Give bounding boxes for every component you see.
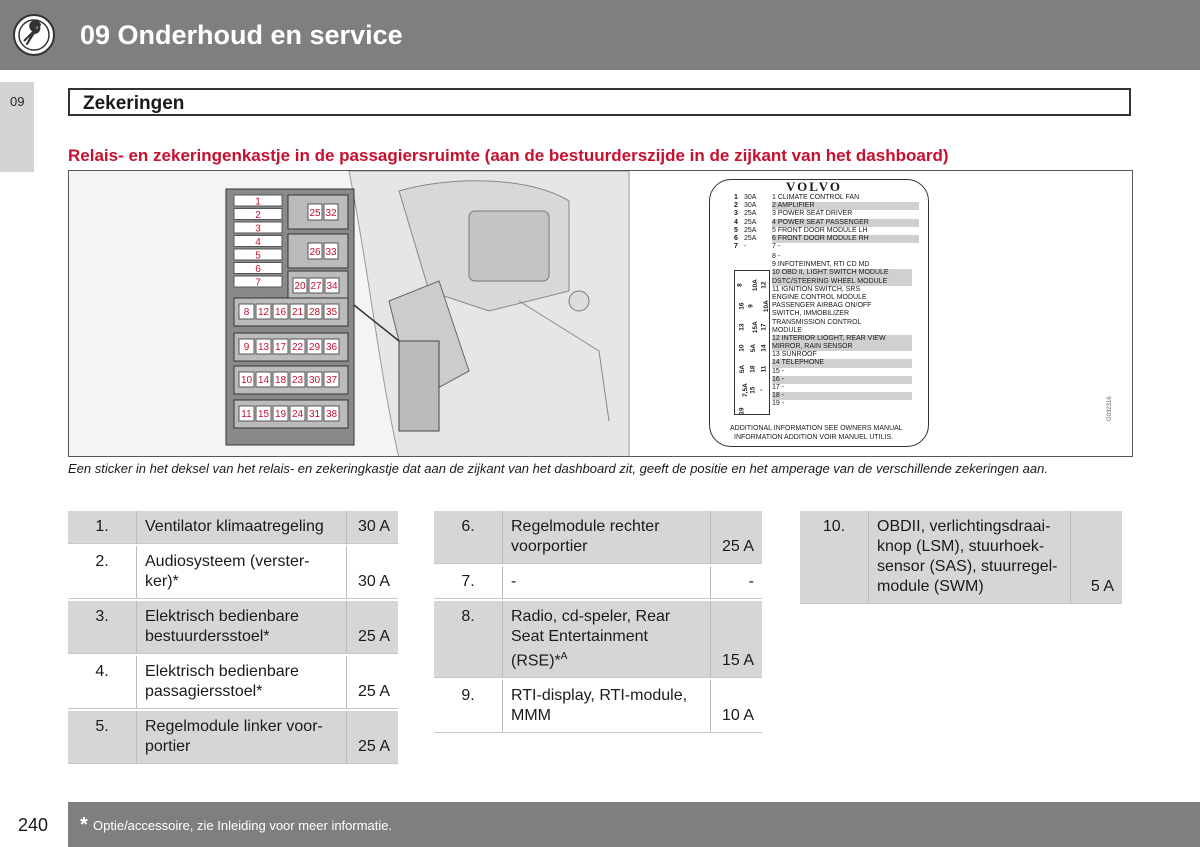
sticker-grid-cell: 8 xyxy=(736,283,744,287)
sticker-line: 17 - xyxy=(772,384,785,391)
fuse-description: Regelmodule linker voor-portier xyxy=(136,711,346,764)
sticker-grid-cell: 15A xyxy=(751,321,759,334)
sticker-fuse-amp: 30A xyxy=(744,202,757,210)
sticker-grid-cell: 7,5A xyxy=(741,383,749,397)
fuse-description: Ventilator klimaatregeling xyxy=(136,511,346,544)
fuse-amperage: 15 A xyxy=(710,601,762,678)
sticker-line: 12 INTERIOR LIOGHT, REAR VIEW xyxy=(772,335,912,343)
sticker-line: 19 - xyxy=(772,400,785,408)
footnote-marker: A xyxy=(560,651,568,662)
fuse-label: 7 xyxy=(255,277,261,289)
sticker-footer-2: INFORMATION ADDITION VOIR MANUEL UTILIS. xyxy=(734,434,894,441)
fuse-label: 22 xyxy=(291,342,304,353)
sticker-fuse-amp: 25A xyxy=(744,218,757,226)
table-row xyxy=(68,546,398,599)
fuse-number: 5. xyxy=(68,711,136,764)
fuse-box-diagram xyxy=(69,171,1133,457)
sticker-grid xyxy=(734,270,770,415)
sticker-fuse-text: 7 - xyxy=(772,243,781,251)
fuse-label: 23 xyxy=(291,375,304,386)
sticker-grid-cell: 14 xyxy=(760,344,768,352)
sticker-grid-cell: 16 xyxy=(738,302,746,310)
fuse-amperage: 25 A xyxy=(346,711,398,764)
table-row xyxy=(68,656,398,709)
sticker-grid-cell: - xyxy=(757,389,765,392)
fuse-label: 15 xyxy=(257,409,270,420)
section-heading-box xyxy=(68,88,1131,116)
section-title: Zekeringen xyxy=(83,93,185,114)
fuse-description: Elektrisch bedienbare passagiersstoel* xyxy=(136,656,346,709)
fuse-label: 16 xyxy=(274,307,287,318)
sticker-grid-cell: 19 xyxy=(738,407,746,415)
sticker-fuse-number: 2 xyxy=(734,202,738,210)
sticker-line: PASSENGER AIRBAG ON/OFF xyxy=(772,302,872,310)
page-header xyxy=(0,0,1200,70)
fuse-label: 8 xyxy=(243,307,250,318)
fuse-description: Regelmodule rechter voorportier xyxy=(502,511,710,564)
fuse-label: 21 xyxy=(291,307,304,318)
sticker-fuse-amp: 25A xyxy=(744,210,757,218)
fuse-table-3 xyxy=(800,509,1122,606)
sticker-fuse-number: 4 xyxy=(734,218,738,226)
sticker-line: 16 - xyxy=(772,376,912,384)
sticker-line: MODULE xyxy=(772,326,802,334)
sticker-row xyxy=(734,194,919,202)
fuse-amperage: - xyxy=(710,566,762,599)
fuse-amperage: 25 A xyxy=(346,601,398,654)
table-row xyxy=(68,711,398,764)
fuse-number: 7. xyxy=(434,566,502,599)
fuse-label: 24 xyxy=(291,409,304,420)
fuse-table-1 xyxy=(68,509,398,766)
fuse-table-2 xyxy=(434,509,762,735)
sticker-row xyxy=(734,219,919,227)
sticker-line: 10 OBD II, LIGHT SWITCH MODULE xyxy=(772,269,912,277)
chapter-number: 09 xyxy=(10,94,25,109)
fuse-description: - xyxy=(502,566,710,599)
sticker-fuse-text: 3 POWER SEAT DRIVER xyxy=(772,210,853,218)
table-row xyxy=(434,511,762,564)
sticker-fuse-number: 5 xyxy=(734,226,738,234)
sticker-fuse-number: 1 xyxy=(734,194,738,201)
table-row xyxy=(434,680,762,733)
sticker-grid-cell: 10A xyxy=(762,300,770,313)
fuse-amperage: 10 A xyxy=(710,680,762,733)
fuse-amperage: 5 A xyxy=(1070,511,1122,604)
sticker-fuse-text: 4 POWER SEAT PASSENGER xyxy=(772,219,919,227)
sticker-line: DSTC/STEERING WHEEL MODULE xyxy=(772,278,912,286)
sticker-grid-cell: 15 xyxy=(749,386,757,394)
sticker-lines xyxy=(772,253,912,409)
fuse-description: OBDII, verlichtingsdraai-knop (LSM), stuurhoek-sensor (SAS), stuurregel-module (SWM) xyxy=(868,511,1070,604)
fuse-label: 4 xyxy=(255,237,261,248)
sticker-grid-cell: 5A xyxy=(739,364,747,374)
fuse-label: 34 xyxy=(326,281,338,292)
table-row xyxy=(800,511,1122,604)
sticker-fuse-number: 7 xyxy=(734,243,738,251)
sticker-line: 15 - xyxy=(772,367,785,375)
sticker-row xyxy=(734,227,919,235)
fuse-description: Audiosysteem (verster-ker)* xyxy=(136,546,346,599)
fuse-label: 26 xyxy=(309,247,321,258)
fuse-label: 13 xyxy=(257,342,270,353)
sticker-line: 11 IGNITION SWITCH, SRS xyxy=(772,285,861,293)
sticker-fuse-amp: 25A xyxy=(744,226,757,234)
table-row xyxy=(68,601,398,654)
fuse-label: 19 xyxy=(274,409,287,420)
sticker-grid-cell: 13 xyxy=(738,323,746,331)
fuse-label: 17 xyxy=(274,342,287,353)
sticker-footer-1: ADDITIONAL INFORMATION SEE OWNERS MANUAL xyxy=(730,425,903,432)
figure-caption: Een sticker in het deksel van het relais- en zekeringkastje dat aan de zijkant van het dashboard zit, geeft de positie en het amperage van de verschillende zekeringen aan. xyxy=(68,461,1048,476)
sticker-fuse-amp: 30A xyxy=(744,194,757,201)
sticker-row xyxy=(734,235,919,243)
fuse-label: 30 xyxy=(308,375,321,386)
chapter-title: 09 Onderhoud en service xyxy=(80,20,403,50)
sticker-rows xyxy=(734,194,919,251)
sticker-row xyxy=(734,202,919,210)
fuse-label: 3 xyxy=(255,223,261,235)
fuse-description: Elektrisch bedienbare bestuurdersstoel* xyxy=(136,601,346,654)
sticker-line: 8 - xyxy=(772,253,781,260)
fuse-number: 3. xyxy=(68,601,136,654)
fuse-amperage: 30 A xyxy=(346,511,398,544)
sticker-line: 9 INFOTEINMENT, RTI CD MD xyxy=(772,261,870,269)
sticker-fuse-text: 2 AMPLIFIER xyxy=(772,202,919,210)
fuse-label: 35 xyxy=(325,307,338,318)
fuse-label: 5 xyxy=(255,250,261,262)
sticker-grid-cell: 5A xyxy=(750,343,758,353)
fuse-label: 27 xyxy=(310,281,322,292)
sticker-fuse-number: 6 xyxy=(734,234,738,242)
fuse-label: 12 xyxy=(257,307,270,318)
sticker-fuse-number: 3 xyxy=(734,210,738,218)
fuse-number: 4. xyxy=(68,656,136,709)
sticker-grid-cell: 9 xyxy=(747,304,755,308)
fuse-label: 20 xyxy=(294,281,306,292)
fuse-label: 6 xyxy=(255,264,261,275)
fuse-label: 11 xyxy=(241,409,252,420)
fuse-number: 8. xyxy=(434,601,502,678)
fuse-number: 2. xyxy=(68,546,136,599)
fuse-amperage: 25 A xyxy=(710,511,762,564)
table-row xyxy=(68,511,398,544)
wrench-icon xyxy=(12,13,56,57)
fuse-amperage: 25 A xyxy=(346,656,398,709)
fuse-label: 18 xyxy=(274,375,287,386)
page-number: 240 xyxy=(18,815,49,835)
fuse-label: 31 xyxy=(308,409,321,420)
fuse-label: 2 xyxy=(255,210,261,221)
footer-star: * xyxy=(80,814,88,836)
sticker-line: MIRROR, RAIN SENSOR xyxy=(772,343,912,351)
sticker-fuse-text: 6 FRONT DOOR MODULE RH xyxy=(772,235,919,243)
fuse-label: 29 xyxy=(308,342,321,353)
table-row xyxy=(434,601,762,678)
footer-note: Optie/accessoire, zie Inleiding voor meer informatie. xyxy=(93,818,393,833)
sticker-grid-cell: 12 xyxy=(760,281,768,289)
fuse-label: 36 xyxy=(325,342,338,353)
sticker-grid-cell: 18 xyxy=(749,365,757,373)
sticker-row xyxy=(734,243,919,251)
fuse-description: RTI-display, RTI-module, MMM xyxy=(502,680,710,733)
fuse-number: 1. xyxy=(68,511,136,544)
sticker-fuse-amp: 25A xyxy=(744,234,757,242)
sticker-grid-cell: 11 xyxy=(760,365,768,373)
fuse-label: 14 xyxy=(257,375,270,386)
sticker-grid-cell: 17 xyxy=(760,323,768,331)
table-row xyxy=(434,566,762,599)
sticker-line: SWITCH, IMMOBILIZER xyxy=(772,310,849,318)
fuse-box-figure xyxy=(68,170,1133,457)
sticker-line: 18 - xyxy=(772,392,912,400)
sticker-line: TRANSMISSION CONTROL xyxy=(772,318,862,326)
fuse-description: Radio, cd-speler, Rear Seat Entertainment (RSE)*$^A$ xyxy=(502,601,710,678)
sticker-line: ENGINE CONTROL MODULE xyxy=(772,293,867,301)
sticker-grid-cell: 10 xyxy=(738,344,746,352)
sticker-fuse-text: 5 FRONT DOOR MODULE LH xyxy=(772,226,868,234)
sticker-fuse-amp: - xyxy=(744,243,747,251)
sticker-line: 14 TELEPHONE xyxy=(772,359,912,367)
fuse-amperage: 30 A xyxy=(346,546,398,599)
sticker-fuse-text: 1 CLIMATE CONTROL FAN xyxy=(772,194,860,201)
fuse-number: 6. xyxy=(434,511,502,564)
fuse-label: 33 xyxy=(325,247,337,258)
fuse-label: 37 xyxy=(325,375,338,386)
fuse-label: 32 xyxy=(325,208,337,219)
fuse-label: 9 xyxy=(243,342,250,353)
fuse-label: 38 xyxy=(325,409,338,420)
sticker-row xyxy=(734,210,919,218)
fuse-label: 25 xyxy=(309,208,321,219)
fuse-label: 10 xyxy=(240,375,253,386)
figure-subtitle: Relais- en zekeringenkastje in de passagiersruimte (aan de bestuurderszijde in de zijkant van het dashboard) xyxy=(68,146,949,165)
sticker-line: 13 SUNROOF xyxy=(772,351,817,359)
figure-code: G032316 xyxy=(1107,396,1113,421)
fuse-number: 9. xyxy=(434,680,502,733)
fuse-label: 28 xyxy=(308,307,321,318)
fuse-number: 10. xyxy=(800,511,868,604)
fuse-label: 1 xyxy=(255,196,261,208)
volvo-logo: VOLVO xyxy=(786,179,842,194)
sticker-grid-cell: 10A xyxy=(751,279,759,292)
fuse-sticker xyxy=(709,179,929,447)
